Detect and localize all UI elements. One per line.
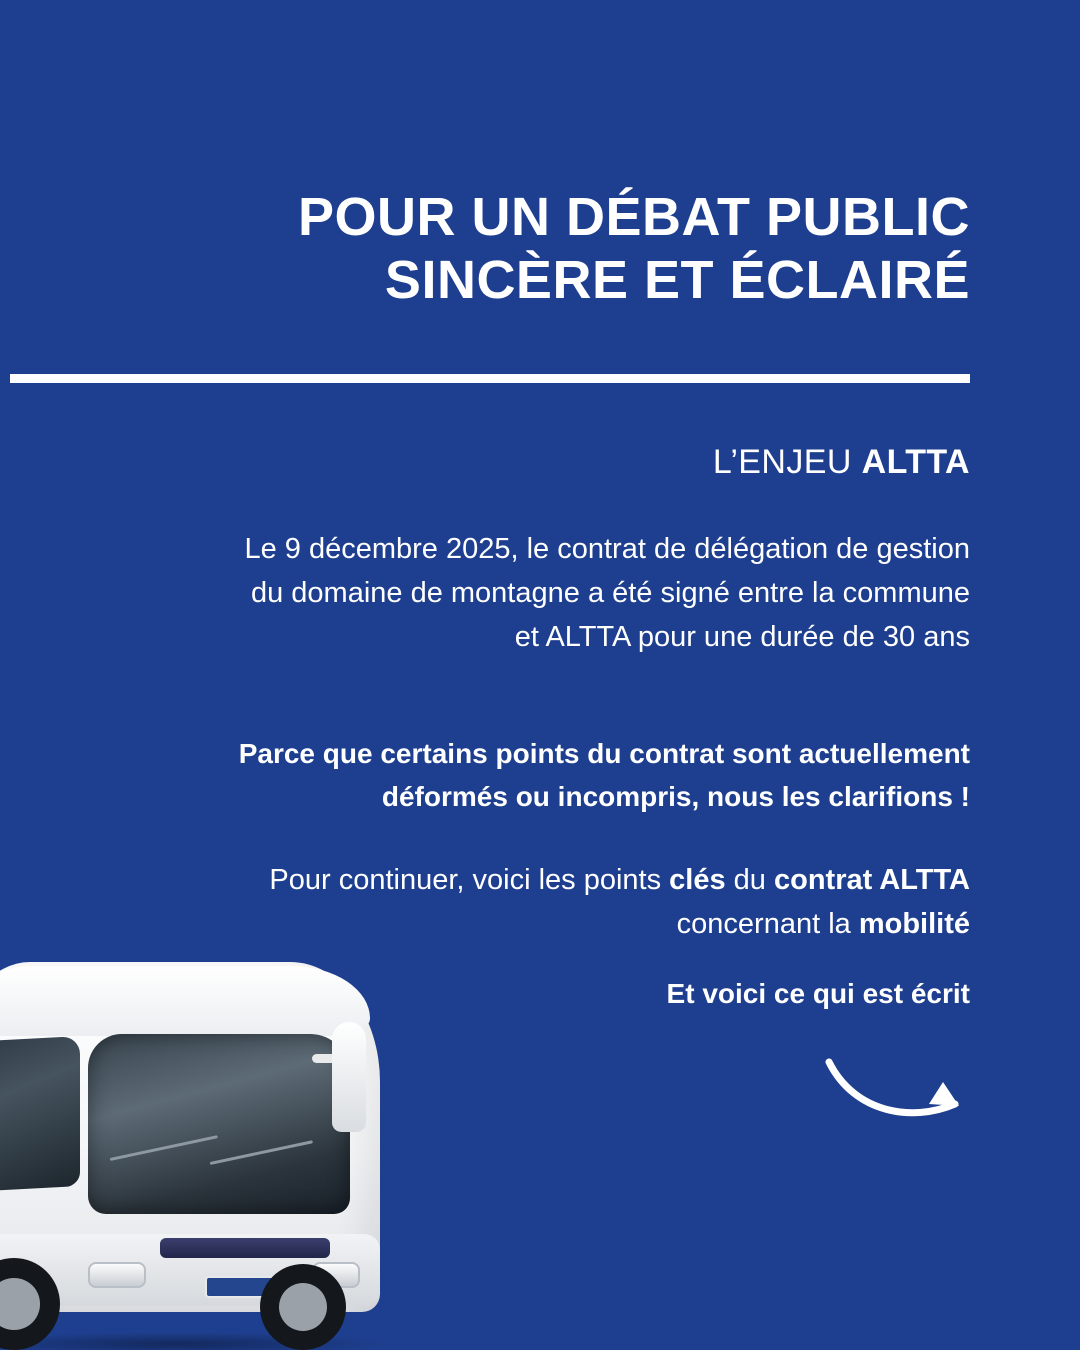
keypoints-text-2: du xyxy=(725,864,774,896)
emphasis-line-1: Parce que certains points du contrat sont actuellement xyxy=(238,738,970,769)
bus-grille xyxy=(160,1238,330,1258)
final-callout: Et voici ce qui est écrit xyxy=(666,978,970,1009)
keypoints-text-3: concernant la xyxy=(676,908,859,941)
curved-arrow-icon xyxy=(825,1052,975,1122)
bus-wheel-front xyxy=(260,1264,346,1350)
divider xyxy=(10,374,970,383)
intro-line-3: et ALTTA pour une durée de 30 ans xyxy=(514,621,970,654)
intro-line-1: Le 9 décembre 2025, le contrat de délégation de gestion xyxy=(244,533,970,565)
bus-side-window xyxy=(0,1036,80,1194)
subtitle xyxy=(300,443,970,482)
keypoints-bold-mobilite: mobilité xyxy=(858,908,970,941)
bus-roof xyxy=(0,966,370,1036)
keypoints-line-1 xyxy=(60,858,970,902)
bus-windscreen xyxy=(88,1034,350,1214)
subtitle-prefix: L’ENJEU xyxy=(712,443,862,481)
page-title xyxy=(110,186,970,311)
intro-paragraph xyxy=(60,527,970,659)
coach-bus-image xyxy=(0,930,430,1350)
emphasis-line-2: déformés ou incompris, nous les clarifions ! xyxy=(381,780,970,812)
intro-line-2: du domaine de montagne a été signé entre la commune xyxy=(250,577,970,610)
headline-line-1: POUR UN DÉBAT PUBLIC xyxy=(297,187,970,247)
bus-mirror xyxy=(332,1022,366,1132)
keypoints-text-1: Pour continuer, voici les points xyxy=(269,864,670,896)
headline-line-2: SINCÈRE ET ÉCLAIRÉ xyxy=(384,249,970,310)
subtitle-highlight: ALTTA xyxy=(861,443,970,481)
keypoints-bold-contrat: contrat ALTTA xyxy=(774,864,970,896)
keypoints-bold-cles: clés xyxy=(669,864,726,896)
bus-headlight-left xyxy=(88,1262,146,1288)
emphasis-paragraph xyxy=(40,733,970,818)
